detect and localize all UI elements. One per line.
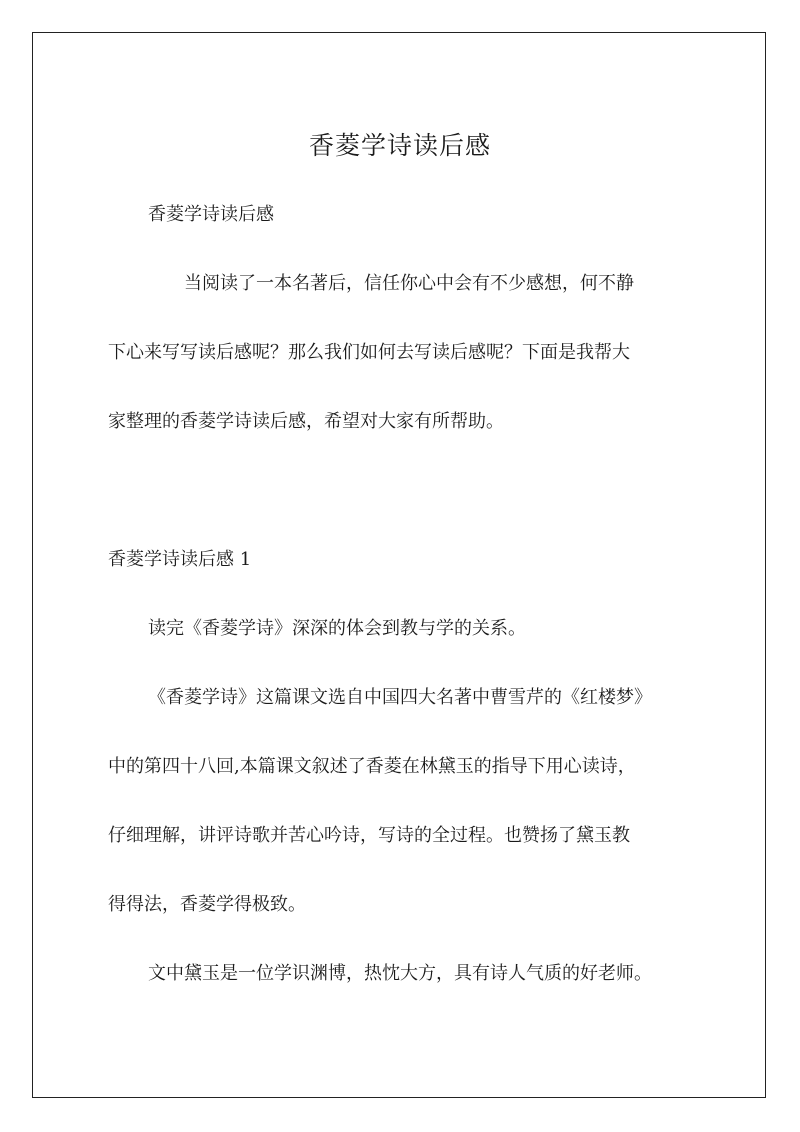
document-title: 香菱学诗读后感 <box>308 131 491 160</box>
section-heading: 香菱学诗读后感 1 <box>108 549 252 570</box>
paragraph-2-line-1: 《香菱学诗》这篇课文选自中国四大名著中曹雪芹的《红楼梦》 <box>148 687 652 708</box>
intro-line-1: 当阅读了一本名著后，信任你心中会有不少感想，何不静 <box>184 273 634 294</box>
paragraph-3: 文中黛玉是一位学识渊博，热忱大方，具有诗人气质的好老师。 <box>148 963 652 984</box>
document-subtitle: 香菱学诗读后感 <box>148 204 274 225</box>
paragraph-2-line-4: 得得法，香菱学得极致。 <box>108 894 306 915</box>
intro-line-3: 家整理的香菱学诗读后感，希望对大家有所帮助。 <box>108 411 504 432</box>
intro-line-2: 下心来写写读后感呢？那么我们如何去写读后感呢？下面是我帮大 <box>108 342 630 363</box>
paragraph-2-line-2: 中的第四十八回,本篇课文叙述了香菱在林黛玉的指导下用心读诗， <box>108 756 636 777</box>
paragraph-1: 读完《香菱学诗》深深的体会到教与学的关系。 <box>148 618 526 639</box>
paragraph-2-line-3: 仔细理解，讲评诗歌并苦心吟诗，写诗的全过程。也赞扬了黛玉教 <box>108 825 630 846</box>
